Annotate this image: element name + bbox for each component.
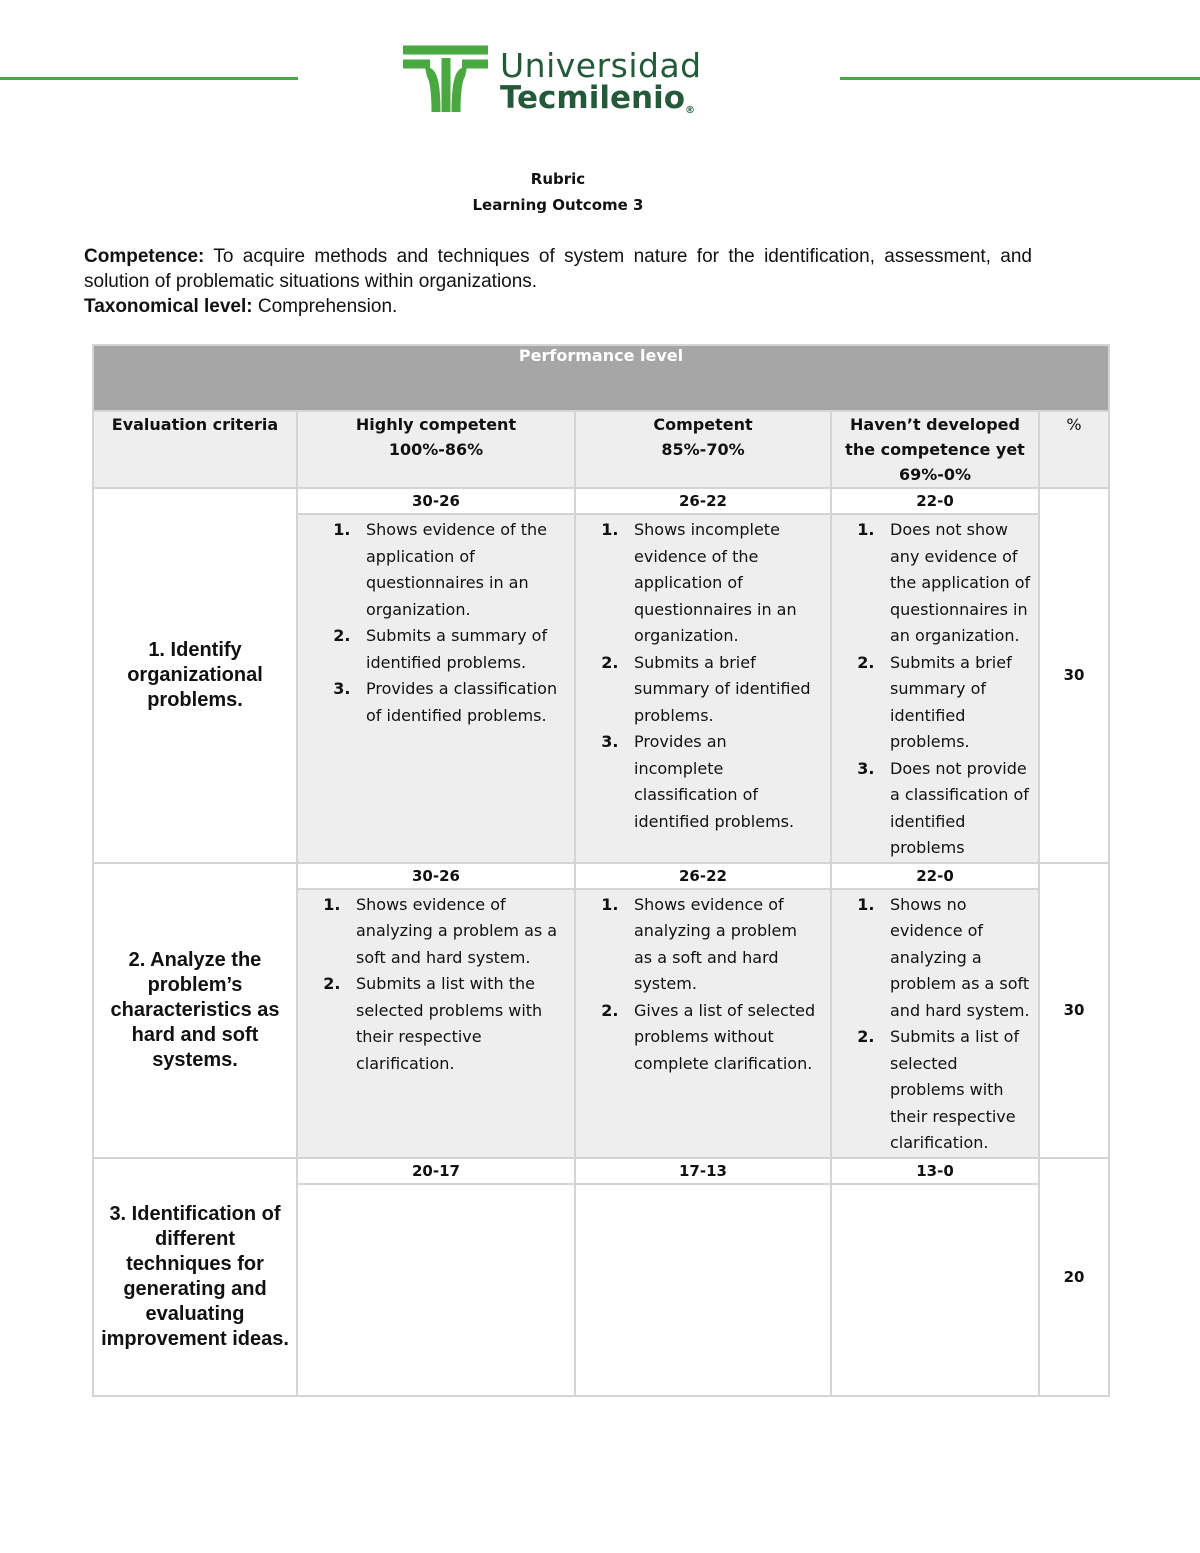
descriptor-not-developed: [831, 514, 1039, 863]
table-row: [93, 1158, 1109, 1184]
descriptor-not-developed: [831, 1184, 1039, 1396]
list-item: 3. Does not provide a classification of identified problems: [880, 756, 1032, 862]
list-item: 1. Shows no evidence of analyzing a problem as a soft and hard system.: [880, 892, 1032, 1025]
header-highly-competent: [297, 411, 575, 488]
header-highly-range: 100%-86%: [388, 440, 484, 459]
table-row: [93, 488, 1109, 514]
criteria-cell: 3. Identification of different techniques for generating and evaluating improvement ideas.: [93, 1158, 297, 1396]
list-item: 3. Provides an incomplete classification of identified problems.: [624, 729, 820, 835]
score-range-not-developed: 13-0: [831, 1158, 1039, 1184]
taxonomical-label: Taxonomical level:: [84, 296, 253, 317]
intro-block: [84, 244, 1032, 319]
header-not-developed: [831, 411, 1039, 488]
competence-label: Competence:: [84, 246, 205, 267]
doc-subtitle: Learning Outcome 3: [472, 196, 644, 214]
descriptor-highly: [297, 1184, 575, 1396]
score-range-competent: 26-22: [575, 863, 831, 889]
list-item: 1. Does not show any evidence of the application of questionnaires in an organization.: [880, 517, 1032, 650]
percent-cell: 30: [1039, 863, 1109, 1158]
header-evaluation-criteria: Evaluation criteria: [93, 411, 297, 488]
list-item: 2. Submits a list with the selected problems with their respective clarification.: [346, 971, 564, 1077]
competence-text: To acquire methods and techniques of system nature for the identification, assessment, and solution of problematic situations within organizations.: [84, 246, 1032, 292]
header-competent: [575, 411, 831, 488]
score-range-competent: 26-22: [575, 488, 831, 514]
header-rule-left: [0, 77, 298, 80]
table-row: [93, 863, 1109, 889]
taxonomical-text: Comprehension.: [252, 296, 398, 317]
list-item: 2. Submits a brief summary of identified problems.: [880, 650, 1032, 756]
header-competent-label: Competent: [653, 415, 753, 434]
descriptor-competent: [575, 1184, 831, 1396]
logo-line2: Tecmilenio®: [500, 80, 696, 116]
descriptor-competent: [575, 889, 831, 1158]
descriptor-competent: [575, 514, 831, 863]
score-range-not-developed: 22-0: [831, 863, 1039, 889]
taxonomical-paragraph: [84, 294, 1032, 319]
header-highly-label: Highly competent: [355, 415, 517, 434]
criteria-cell: 1. Identify organizational problems.: [93, 488, 297, 863]
logo-line1: Universidad: [500, 46, 702, 85]
leaf-emblem-icon: [400, 42, 492, 114]
column-header-row: [93, 411, 1109, 488]
performance-header-row: [93, 345, 1109, 411]
university-logo: [400, 40, 740, 116]
score-range-not-developed: 22-0: [831, 488, 1039, 514]
header-competent-range: 85%-70%: [661, 440, 745, 459]
percent-cell: 30: [1039, 488, 1109, 863]
list-item: 1. Shows evidence of analyzing a problem as a soft and hard system.: [346, 892, 564, 972]
performance-level-header: Performance level: [93, 345, 1109, 411]
header-not-developed-label: Haven’t developed the competence yet: [845, 415, 1025, 459]
descriptor-highly: [297, 514, 575, 863]
list-item: 2. Submits a brief summary of identified problems.: [624, 650, 820, 730]
doc-title: Rubric: [530, 170, 586, 188]
registered-mark: ®: [685, 105, 696, 116]
descriptor-not-developed: [831, 889, 1039, 1158]
header-percent: %: [1039, 411, 1109, 488]
criteria-cell: 2. Analyze the problem’s characteristics as hard and soft systems.: [93, 863, 297, 1158]
competence-paragraph: [84, 244, 1032, 294]
list-item: 2. Submits a list of selected problems with their respective clarification.: [880, 1024, 1032, 1157]
score-range-highly: 30-26: [297, 488, 575, 514]
rubric-table: [92, 344, 1110, 1397]
list-item: 1. Shows incomplete evidence of the application of questionnaires in an organization.: [624, 517, 820, 650]
score-range-highly: 30-26: [297, 863, 575, 889]
header-rule-right: [840, 77, 1200, 80]
descriptor-highly: [297, 889, 575, 1158]
list-item: 1. Shows evidence of analyzing a problem as a soft and hard system.: [624, 892, 820, 998]
list-item: 3. Provides a classification of identified problems.: [356, 676, 564, 729]
percent-cell: 20: [1039, 1158, 1109, 1396]
list-item: 2. Gives a list of selected problems without complete clarification.: [624, 998, 820, 1078]
list-item: 2. Submits a summary of identified problems.: [356, 623, 564, 676]
score-range-highly: 20-17: [297, 1158, 575, 1184]
score-range-competent: 17-13: [575, 1158, 831, 1184]
header-not-developed-range: 69%-0%: [898, 465, 972, 484]
list-item: 1. Shows evidence of the application of questionnaires in an organization.: [356, 517, 564, 623]
